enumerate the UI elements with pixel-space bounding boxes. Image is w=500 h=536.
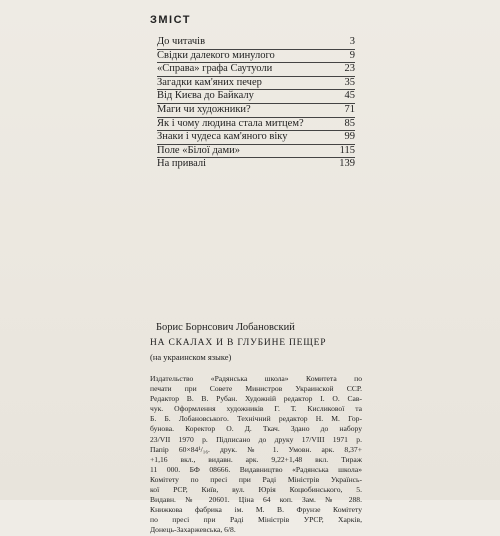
toc-entry-title: На привалі — [157, 158, 207, 170]
toc-entry-page: 71 — [344, 103, 355, 115]
toc-entry-title: Загадки кам'яних печер — [157, 76, 262, 88]
imprint-line: Редактор В. В. Рубан. Художній редактор І. О. Сав- — [150, 394, 362, 404]
imprint-line: кої РСР, Київ, вул. Юрія Коцюбинського, 5. — [150, 485, 362, 495]
toc-entry — [157, 158, 355, 172]
toc-entry-page: 85 — [344, 117, 355, 129]
toc-entry-page: 45 — [344, 90, 355, 102]
imprint-line: Донець-Захаржевська, 6/8. — [150, 525, 236, 535]
imprint-line: печати при Совете Министров Украинской ССР. — [150, 384, 362, 394]
toc-entry — [157, 36, 355, 50]
imprint-block — [150, 374, 362, 536]
author-name: Борис Борнсович Лобановский — [156, 322, 295, 333]
toc-entry-title: Знаки і чудеса кам'яного віку — [157, 131, 288, 143]
toc-entry — [157, 104, 355, 118]
imprint-line: по пресі при Раді Міністрів УРСР, Харків, — [150, 515, 362, 525]
toc-entry-page: 139 — [339, 158, 355, 170]
imprint-line: чук. Оформлення художників Г. Т. Кисликової та — [150, 404, 362, 414]
toc-entry-title: «Справа» графа Саутуоли — [157, 63, 273, 75]
toc-entry-page: 115 — [339, 144, 355, 156]
toc-entry-title: До читачів — [157, 36, 206, 47]
imprint-line: Видавн. № 20601. Ціна 64 коп. Зам. № 288. — [150, 495, 362, 505]
toc-entry-page: 35 — [344, 76, 355, 88]
imprint-line: Папір 60×84¹/₁₆. друк. № 1. Умовн. арк. 8,37+ — [150, 444, 362, 454]
imprint-line: 23/VII 1970 р. Підписано до друку 17/VIII 1971 р. — [150, 434, 362, 444]
toc-entry-page: 9 — [349, 49, 355, 61]
toc-entry-title: Від Києва до Байкалу — [157, 90, 254, 102]
toc-entry-page: 3 — [349, 36, 355, 47]
toc-entry — [157, 90, 355, 104]
toc-entry — [157, 50, 355, 64]
toc-entry — [157, 118, 355, 132]
imprint-line: 11 000. БФ 08666. Видавництво «Радянська школа» — [150, 464, 362, 474]
contents-heading: ЗМІСТ — [150, 14, 191, 26]
toc-entry-page: 23 — [344, 63, 355, 75]
imprint-line: Издательство «Радянська школа» Комитета по — [150, 374, 362, 383]
toc-entry-page: 99 — [344, 131, 355, 143]
imprint-line: Комітету по пресі при Раді Міністрів Українсь- — [150, 474, 362, 484]
book-title: НА СКАЛАХ И В ГЛУБИНЕ ПЕЩЕР — [150, 338, 327, 348]
imprint-line: Б. Б. Лобановського. Технічний редактор Н. М. Гор- — [150, 414, 362, 424]
language-note: (на украинском языке) — [150, 352, 232, 362]
toc-entry-title: Маги чи художники? — [157, 103, 251, 115]
toc-entry-title: Як і чому людина стала митцем? — [157, 117, 304, 129]
imprint-line: Книжкова фабрика ім. М. В. Фрунзе Комітету — [150, 505, 362, 515]
imprint-line: бунова. Коректор О. Д. Ткач. Здано до набору — [150, 424, 362, 434]
toc-entry — [157, 145, 355, 159]
imprint-line: +1,16 вкл., видавн. арк. 9,22+1,48 вкл. Тираж — [150, 454, 362, 464]
toc-entry — [157, 131, 355, 145]
toc-entry-title: Свідки далекого минулого — [157, 49, 275, 61]
toc-entry — [157, 77, 355, 91]
toc-entry-title: Поле «Білої дами» — [157, 144, 240, 156]
toc-entry — [157, 63, 355, 77]
table-of-contents — [157, 36, 355, 172]
